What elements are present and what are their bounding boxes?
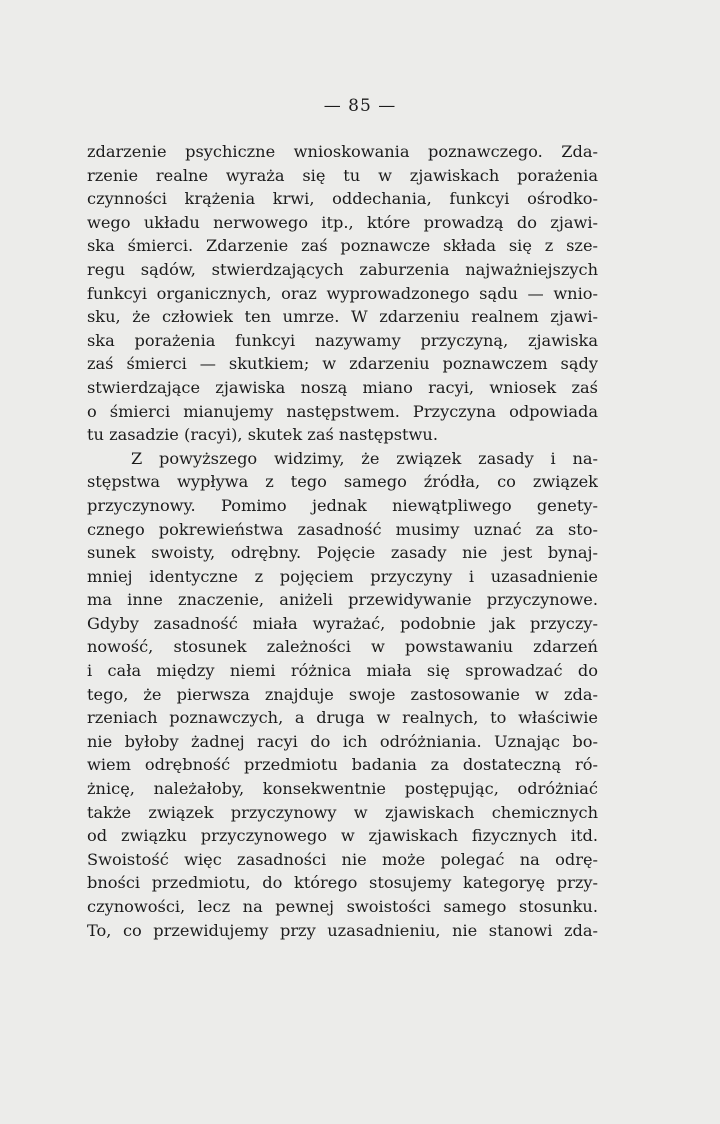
text-line: regu sądów, stwierdzających zaburzenia najważniejszych: [87, 259, 598, 279]
text-line: tego, że pierwsza znajduje swoje zastosowanie w zda-: [87, 684, 598, 704]
text-line: także związek przyczynowy w zjawiskach chemicznych: [87, 802, 598, 822]
page-number: — 85 —: [323, 96, 397, 116]
text-line: ma inne znaczenie, aniżeli przewidywanie przyczynowe.: [87, 590, 598, 610]
text-line: zdarzenie psychiczne wnioskowania poznawczego. Zda-: [87, 142, 598, 161]
text-line: Gdyby zasadność miała wyrażać, podobnie jak przyczy-: [87, 613, 598, 633]
paragraph-start-line: Z powyższego widzimy, że związek zasady i na-: [131, 448, 598, 468]
text-line: czynności krążenia krwi, oddechania, funkcyi ośrodko-: [87, 189, 598, 209]
text-line: sunek swoisty, odrębny. Pojęcie zasady nie jest bynaj-: [87, 543, 598, 563]
text-line: Swoistość więc zasadności nie może polegać na odrę-: [87, 849, 598, 869]
text-line: i cała między niemi różnica miała się sprowadzać do: [87, 661, 598, 681]
text-line: stępstwa wypływa z tego samego źródła, co związek: [87, 472, 598, 492]
text-line: funkcyi organicznych, oraz wyprowadzonego sądu — wnio-: [87, 283, 598, 303]
text-line: To, co przewidujemy przy uzasadnieniu, nie stanowi zda-: [87, 920, 598, 940]
text-line: rzeniach poznawczych, a druga w realnych, to właściwie: [87, 708, 598, 728]
text-line: zaś śmierci — skutkiem; w zdarzeniu poznawczem sądy: [87, 354, 598, 374]
body-text: [87, 140, 598, 942]
text-line: przyczynowy. Pomimo jednak niewątpliwego genety-: [87, 495, 598, 515]
text-line: stwierdzające zjawiska noszą miano racyi, wniosek zaś: [87, 377, 598, 397]
paragraph-end-line: tu zasadzie (racyi), skutek zaś następstwu.: [87, 425, 438, 445]
text-line: czynowości, lecz na pewnej swoistości samego stosunku.: [87, 897, 598, 916]
text-line: żnicę, należałoby, konsekwentnie postępując, odróżniać: [87, 779, 598, 799]
text-line: cznego pokrewieństwa zasadność musimy uznać za sto-: [87, 519, 598, 539]
text-line: bności przedmiotu, do którego stosujemy kategoryę przy-: [87, 873, 598, 893]
text-line: od związku przyczynowego w zjawiskach fizycznych itd.: [87, 826, 598, 846]
text-line: o śmierci mianujemy następstwem. Przyczyna odpowiada: [87, 401, 598, 421]
text-line: ska śmierci. Zdarzenie zaś poznawcze składa się z sze-: [87, 236, 598, 256]
text-line: nie byłoby żadnej racyi do ich odróżniania. Uznając bo-: [87, 731, 598, 751]
text-line: sku, że człowiek ten umrze. W zdarzeniu realnem zjawi-: [87, 307, 598, 327]
text-line: mniej identyczne z pojęciem przyczyny i uzasadnienie: [87, 566, 598, 586]
text-line: wego układu nerwowego itp., które prowadzą do zjawi-: [87, 212, 598, 232]
text-line: wiem odrębność przedmiotu badania za dostateczną ró-: [87, 755, 598, 775]
text-line: ska porażenia funkcyi nazywamy przyczyną, zjawiska: [87, 330, 598, 350]
text-line: rzenie realne wyraża się tu w zjawiskach porażenia: [87, 165, 598, 185]
text-line: nowość, stosunek zależności w powstawaniu zdarzeń: [87, 637, 598, 657]
